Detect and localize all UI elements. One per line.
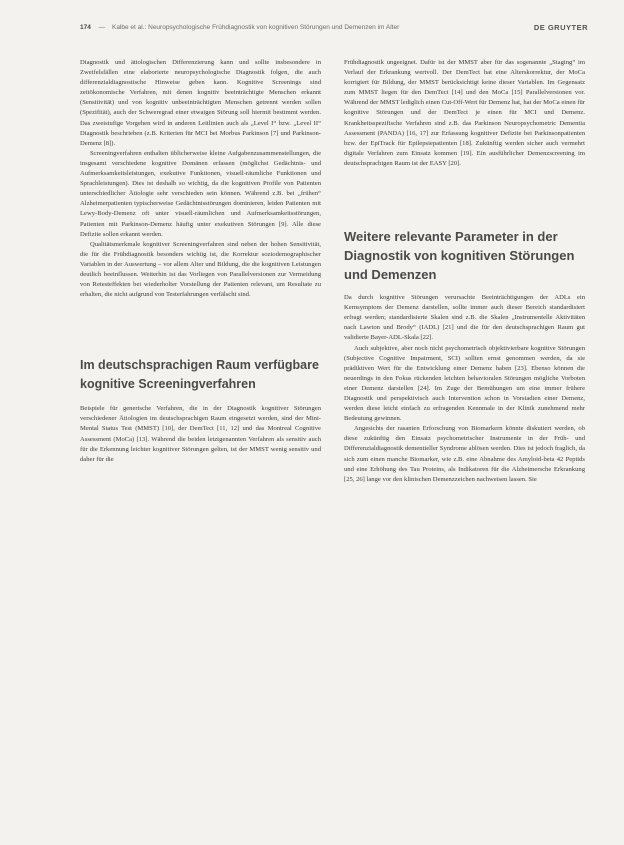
paragraph: Beispiele für generische Verfahren, die in der Diagnostik kognitiver Störungen verschiedener Ätiologien im deutschsprachigen Raum eingesetzt werden, sind der Mini-Mental Status Test (MMST) [10], der DemTect [11, 12] und das Montreal Cognitive Assessment (MoCa) [13]. Während die beiden letztgenannten Verfahren als sensitiv auch für die Erkennung leichter kognitiver Störungen gelten, ist der MMST wenig sensitiv und daher für die — [80, 405, 321, 463]
paragraph: Frühdiagnostik ungeeignet. Dafür ist der MMST aber für das sogenannte „Staging“ im Verlauf der Erkrankung wertvoll. Der DemTect hat eine Alterskorrektur, der MoCa korrigiert für Bildung, der MMST berücksichtigt keine dieser Variablen. Im Gegensatz zum MMST liegen für den DemTect [14] und den MoCa [15] Parallelversionen vor. Während der MMST lediglich einen Cut-Off-Wert für Demenz hat, hat der MoCa einen für kognitive Störungen und der DemTect je einen für MCI und Demenz. Krankheitsspezifische Verfahren sind z.B. das Parkinson Neuropsychometric Dementia Assessment (PANDA) [16, 17] zur Erfassung kognitiver Defizite bei Parkinsonpatienten bzw. der EpiTrack für Epilepsiepatienten [18]. Zukünftig werden sicher auch vermehrt digitale Verfahren zum Einsatz kommen [19]. Ein ausführlicher Demenzscreening im deutschsprachigen Raum ist der EASY [20]. — [344, 59, 585, 167]
paragraph: Auch subjektive, aber noch nicht psychometrisch objektivierbare kognitive Störungen (Subjective Cognitive Impairment, SCI) sollten ernst genommen werden, da sie prädiktiven Wert für die Entwicklung einer Demenz haben [23]. Ebenso können die neuerdings in den Fokus rückenden leichten behavioralen Störungen mögliche Vorboten einer Demenz darstellen [24]. Im Zuge der Bemühungen um eine immer frühere Diagnostik und perspektivisch auch Intervention schon in Vorstadien einer Demenz, werden diese leicht einfach zu erfragenden Kennmale in der Klinik zunehmend mehr Bedeutung gewinnen. — [344, 344, 585, 423]
right-column — [344, 58, 585, 485]
paragraph: Qualitätsmerkmale kognitiver Screeningverfahren sind neben der hohen Sensitivität, die für die Frühdiagnostik besonders wichtig ist, die Korrektur soziodemographischer Variablen in der Auswertung – vor allem Alter und Bildung, die die kognitiven Leistungen deutlich beeinflussen. Weiterhin ist das Vorliegen von Parallelversionen zur Vermeidung von Retesteffekten bei wiederholter Vorstellung der Patienten relevant, um Resultate zu erhalten, die nicht aufgrund von Testerfahrungen verfälscht sind. — [80, 240, 321, 299]
page-number: 174 — [80, 24, 91, 31]
paragraph: Da durch kognitive Störungen verursachte Beeinträchtigungen der ADLs ein Kernsymptom der Demenz darstellen, sollte immer auch dieser Bereich standardisiert erfragt werden; standardisierte Skalen sind z.B. die Skalen „Instrumentelle Aktivitäten nach Lawton und Brody“ (IADL) [21] und die für den deutschsprachigen Raum gut validierte Bayer-ADL-Skala [22]. — [344, 294, 585, 342]
running-header — [80, 24, 588, 38]
section-heading: Weitere relevante Parameter in der Diagnostik von kognitiven Störungen und Demenzen — [344, 229, 575, 283]
section-heading: Im deutschsprachigen Raum verfügbare kognitive Screeningverfahren — [80, 358, 319, 392]
publisher-name: DE GRUYTER — [533, 23, 588, 32]
left-column — [80, 58, 321, 465]
paragraph: Diagnostik und ätiologischen Differenzierung kann und sollte insbesondere in Zweifelsfällen eine elaborierte neuropsychologische Diagnostik folgen, die auch differenzialdiagnostische Hinweise geben kann. Kognitive Screenings sind zeitökonomische Verfahren, mit denen kognitiv beeinträchtigte Menschen erkannt (Sensitivität) und von kognitiv unbeeinträchtigten Menschen getrennt werden sollen (Spezifität), auch der Schweregrad einer etwaigen Störung soll hiermit bestimmt werden. Das zweistufige Vorgehen wird in anderen Leitlinien auch als „Level I“ bzw. „Level II“ Diagnostik beschrieben (z.B. Kriterien für MCI bei Morbus Parkinson [7] und Parkinson-Demenz [8]). — [80, 59, 321, 147]
paragraph: Angesichts der rasanten Erforschung von Biomarkern könnte diskutiert werden, ob diese zukünftig den Einsatz psychometrischer Instrumente in der Früh- und Differenzialdiagnostik dementieller Syndrome ablösen werden. Dies ist jedoch fraglich, da sich zum einen manche Biomarker, wie z.B. eine Abnahme des Amyloid-beta 42 Peptids und eine Erhöhung des Tau Proteins, als Indikatoren für die Alzheimersche Erkrankung [25, 26] lange vor den klinischen Demenzzeichen nachweisen lassen. Sie — [344, 425, 585, 483]
running-title: Kalbe et al.: Neuropsychologische Frühdiagnostik von kognitiven Störungen und Demenzen im Alter — [111, 24, 400, 31]
paragraph: Screeningverfahren enthalten üblicherweise kleine Aufgabenzusammenstellungen, die insgesamt verschiedene kognitive Domänen erfassen (möglichst Gedächtnis- und Aufmerksamkeitsleistungen, exekutive Funktionen, visuell-räumliche Funktionen und Sprachleistungen). Dies ist deshalb so wichtig, da die kognitiven Profile von Patienten unterschiedlicher Ätiologie sehr verschieden sein können. Während z.B. bei „frühen“ Alzheimerpatienten typischerweise Gedächtnisstörungen dominieren, leiden Patienten mit Lewy-Body-Demenz oft unter visuell-räumlichen und Aufmerksamkeitsstörungen, Patienten mit Parkinson-Demenz häufig unter exekutiven Störungen [9]. Alle diese Defizite sollen erkannt werden. — [80, 149, 321, 238]
header-dash: — — [98, 24, 106, 31]
